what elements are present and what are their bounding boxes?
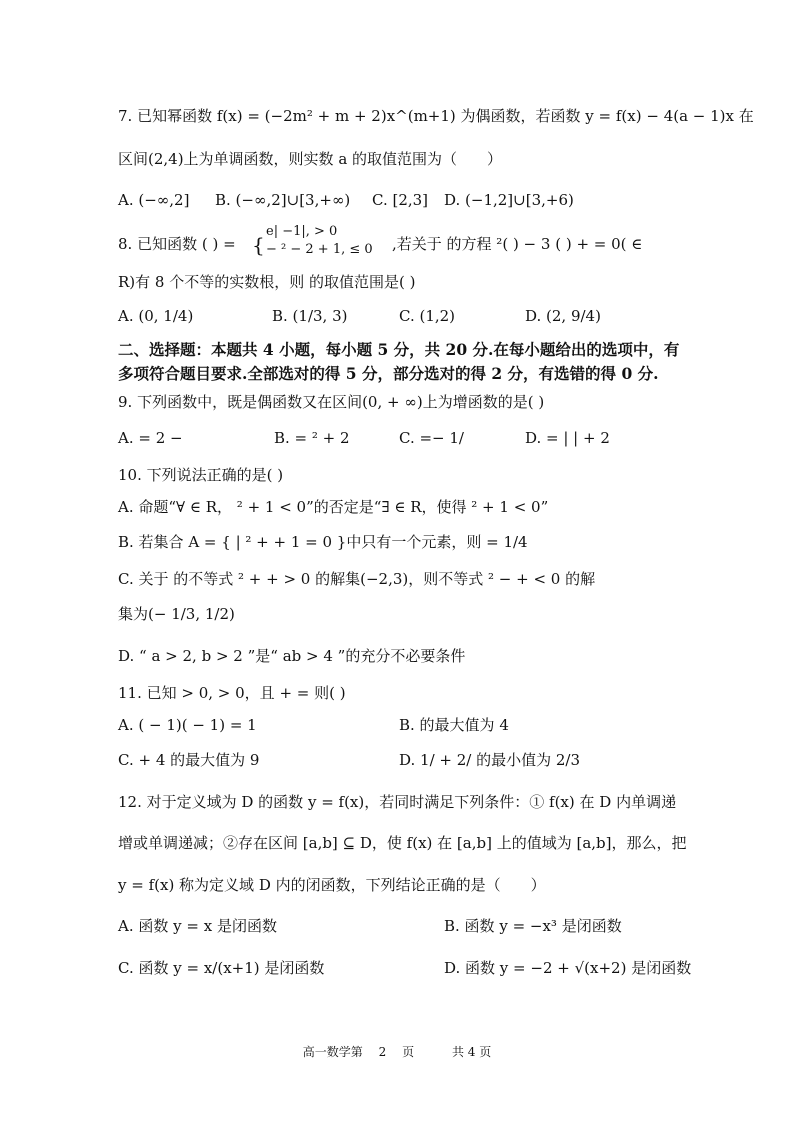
q12-option-a: A. 函数 y = x 是闭函数 [118,917,277,935]
q12-line2: 增或单调递减；②存在区间 [a,b] ⊆ D，使 f(x) 在 [a,b] 上的值域为 [a,b]，那么，把 [118,834,687,852]
q7-option-d: D. (−1,2]∪[3,+6) [444,191,574,209]
q8-brace: { [252,233,265,257]
footer-total-pages: 共 4 页 [451,1045,492,1059]
q12-option-d: D. 函数 y = −2 + √(x+2) 是闭函数 [444,959,692,977]
q10-option-d: D. “ a > 2, b > 2 ”是“ ab > 4 ”的充分不必要条件 [118,647,466,665]
q8-option-c: C. (1,2) [399,307,456,325]
q10-option-c-line2: 集为(− 1/3, 1/2) [118,605,235,623]
page-footer [0,1044,794,1060]
q10-option-b: B. 若集合 A = { | ² + + 1 = 0 }中只有一个元素，则 = 1/4 [118,533,528,551]
q7-option-b: B. (−∞,2]∪[3,+∞) [215,191,351,209]
q12-line1: 12. 对于定义域为 D 的函数 y = f(x)，若同时满足下列条件：① f(x) 在 D 内单调递 [118,793,677,811]
q11-stem: 11. 已知 > 0, > 0，且 + = 则( ) [118,684,346,702]
q10-option-a: A. 命题“∀ ∈ R， ² + 1 < 0”的否定是“∃ ∈ R，使得 ² + 1 < 0” [118,498,549,516]
q12-option-c: C. 函数 y = x/(x+1) 是闭函数 [118,959,325,977]
q8-line2: R)有 8 个不等的实数根，则 的取值范围是( ) [118,273,416,291]
q11-option-c: C. + 4 的最大值为 9 [118,751,260,769]
q7-option-c: C. [2,3] [372,191,429,209]
q8-case2: − ² − 2 + 1, ≤ 0 [266,242,373,257]
q8-line1-suffix: ,若关于 的方程 ²( ) − 3 ( ) + = 0( ∈ [392,235,643,253]
footer-course: 高一数学第 [302,1045,363,1059]
q10-option-c-line1: C. 关于 的不等式 ² + + > 0 的解集(−2,3)，则不等式 ² − + < 0 的解 [118,570,596,588]
q9-stem: 9. 下列函数中，既是偶函数又在区间(0, + ∞)上为增函数的是( ) [118,393,545,411]
footer-page-number: 2 [378,1045,387,1059]
section2-line2: 多项符合题目要求.全部选对的得 5 分，部分选对的得 2 分，有选错的得 0 分. [118,364,659,383]
q12-option-b: B. 函数 y = −x³ 是闭函数 [444,917,622,935]
q8-option-a: A. (0, 1/4) [118,307,194,325]
q11-option-d: D. 1/ + 2/ 的最小值为 2/3 [399,751,581,769]
q7-line1: 7. 已知幂函数 f(x) = (−2m² + m + 2)x^(m+1) 为偶函数，若函数 y = f(x) − 4(a − 1)x 在 [118,107,754,125]
q8-case1: e| −1|, > 0 [266,224,338,239]
q11-option-a: A. ( − 1)( − 1) = 1 [118,716,257,734]
footer-page-unit: 页 [402,1045,415,1059]
q8-option-b: B. (1/3, 3) [272,307,348,325]
q12-line3: y = f(x) 称为定义域 D 内的闭函数，下列结论正确的是（ ） [118,876,546,894]
q7-line2: 区间(2,4)上为单调函数，则实数 a 的取值范围为（ ） [118,150,503,168]
q8-option-d: D. (2, 9/4) [525,307,601,325]
q9-option-c: C. =− 1/ [399,429,464,447]
q8-line1-prefix: 8. 已知函数 ( ) = [118,235,236,253]
q9-option-d: D. = | | + 2 [525,429,610,447]
q7-option-a: A. (−∞,2] [118,191,190,209]
section2-line1: 二、选择题：本题共 4 小题，每小题 5 分，共 20 分.在每小题给出的选项中，有 [118,340,680,359]
q9-option-b: B. = ² + 2 [274,429,350,447]
q11-option-b: B. 的最大值为 4 [399,716,509,734]
q10-stem: 10. 下列说法正确的是( ) [118,466,284,484]
q9-option-a: A. = 2 − [118,429,183,447]
